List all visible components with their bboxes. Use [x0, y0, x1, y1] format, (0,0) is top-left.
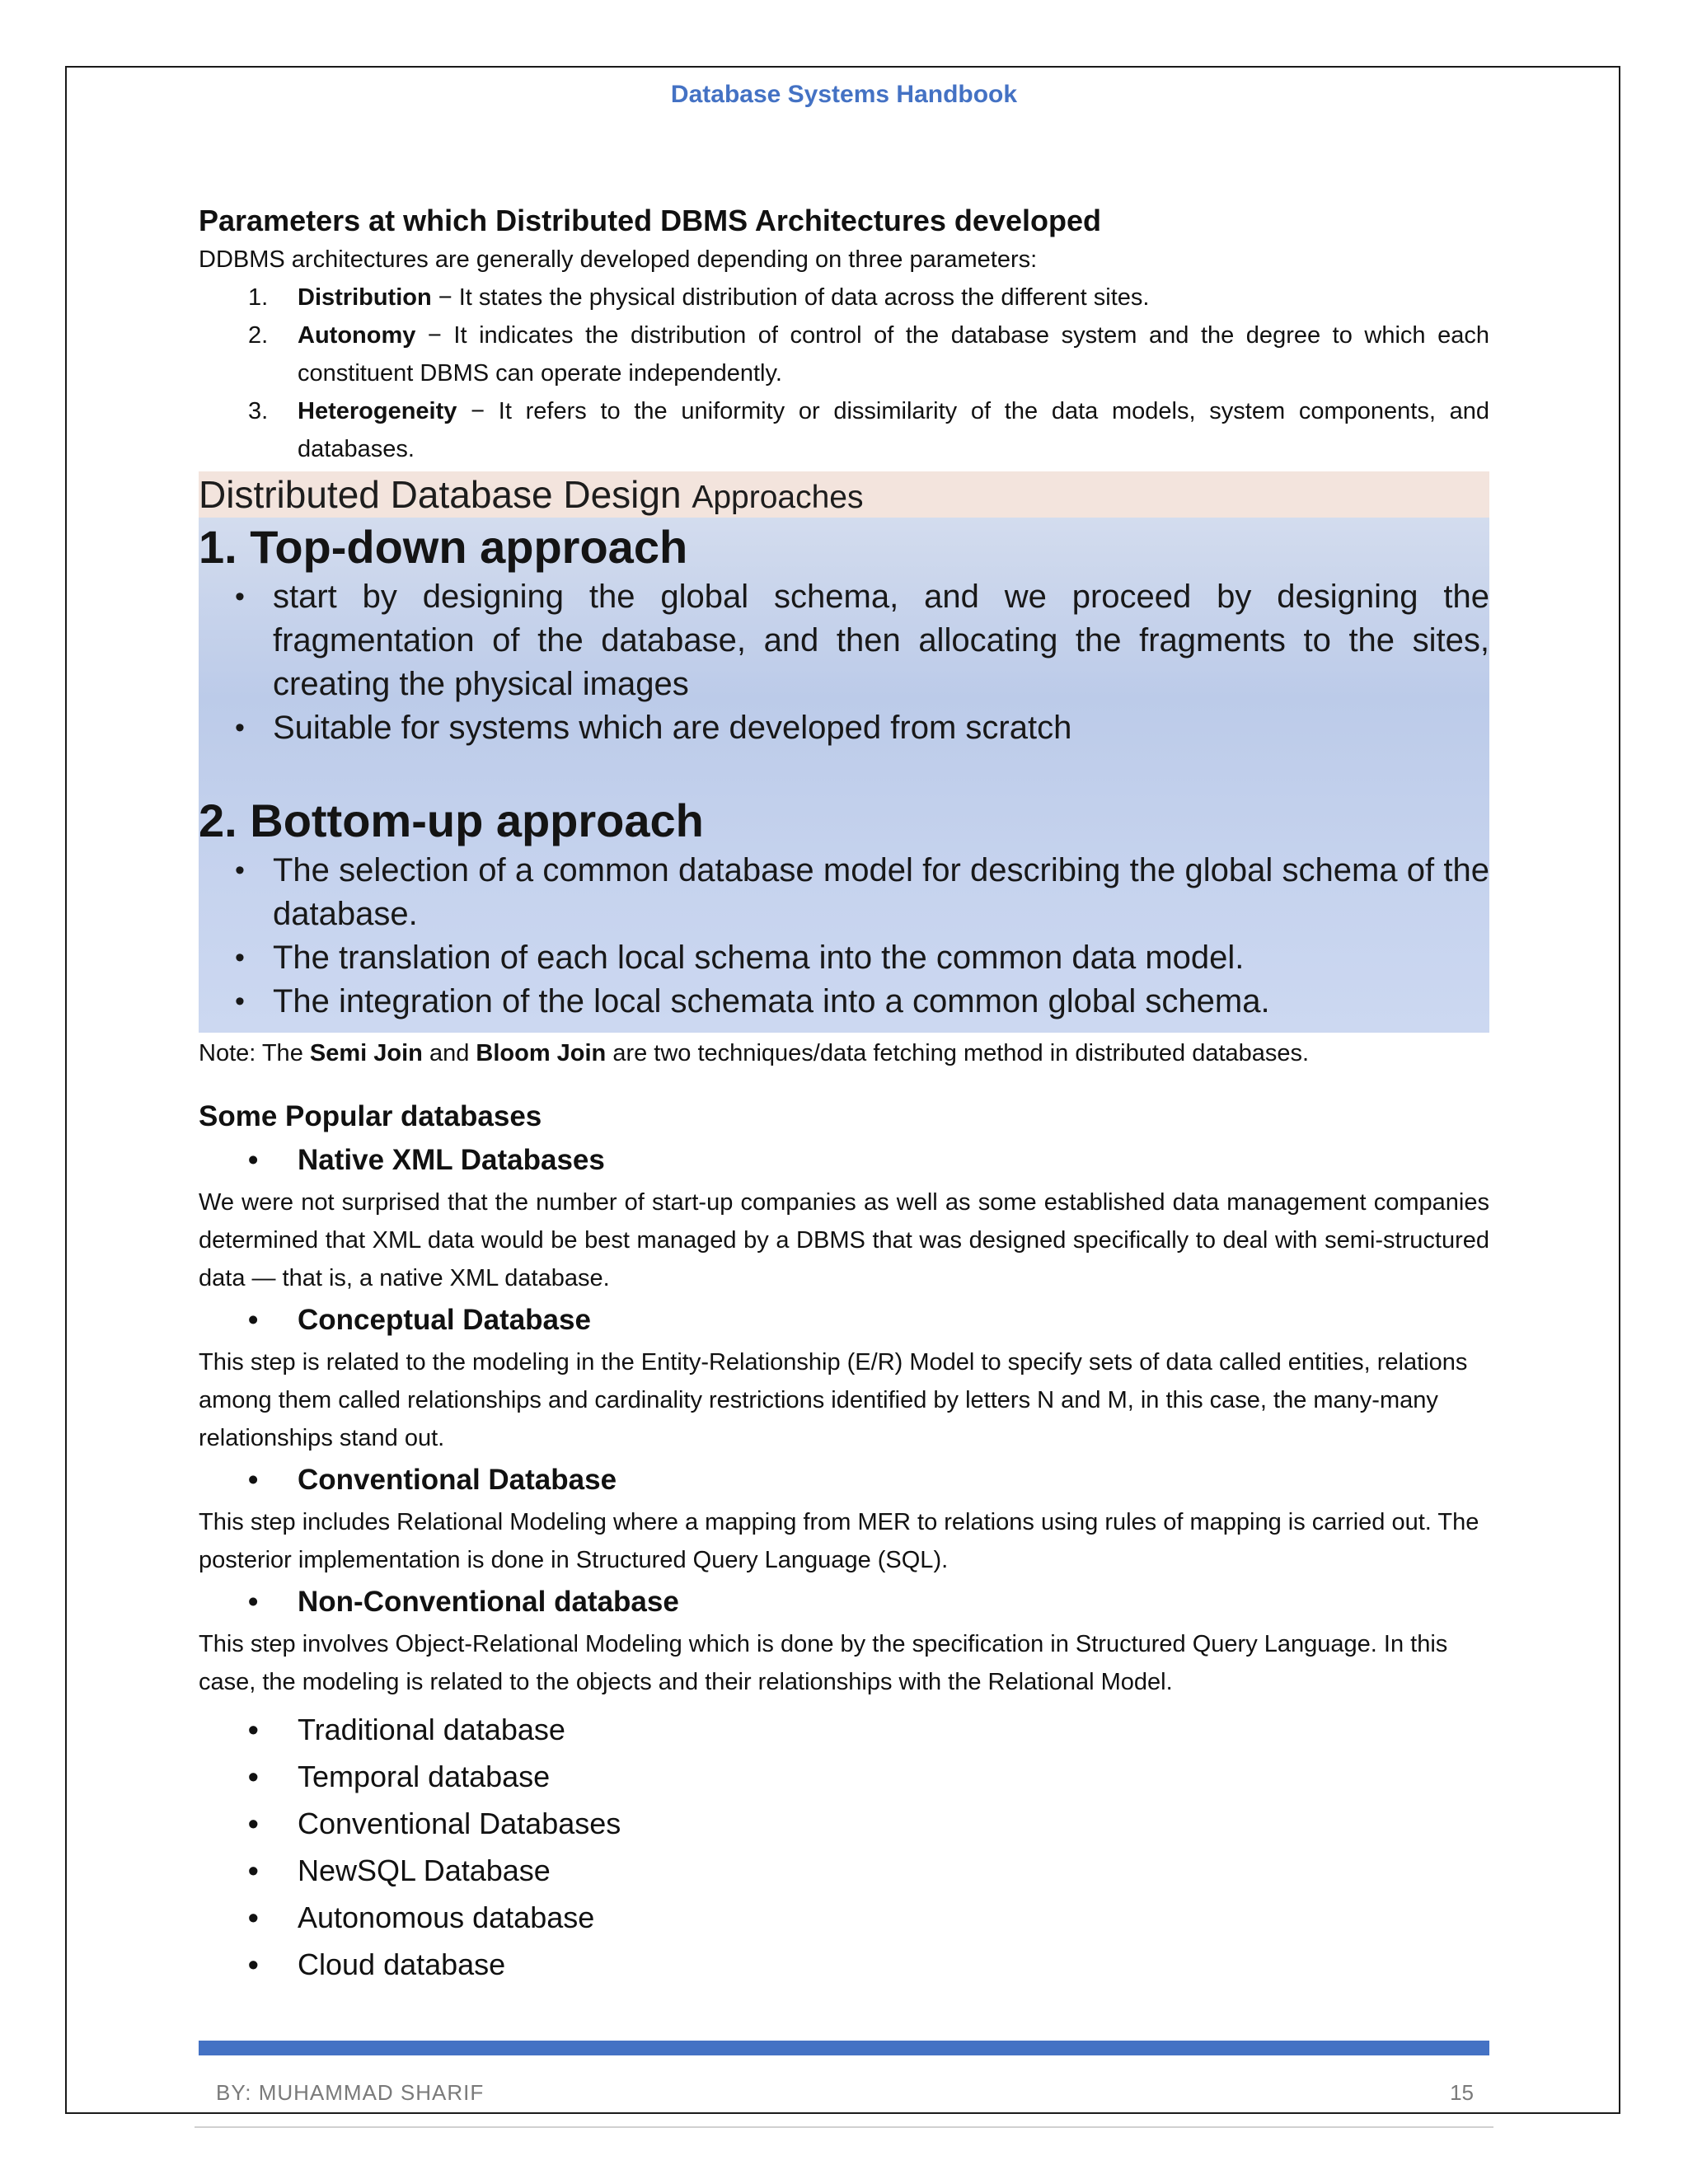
top-down-bullet [199, 706, 1489, 750]
section-heading-text: Conceptual Database [298, 1304, 591, 1336]
database-type-item [199, 1753, 1489, 1800]
bullet-icon: • [235, 712, 245, 743]
params-item-number: 3. [248, 398, 269, 424]
popular-section-text: This step is related to the modeling in the Entity-Relationship (E/R) Model to specify sets of data called entities, relations among them called relationships and cardinality restrictions identified by letters N and M, in this case, the many-many relationships stand out. [199, 1349, 1468, 1451]
database-type-text: Temporal database [298, 1760, 551, 1793]
bullet-icon: • [248, 1304, 259, 1336]
params-item-number: 2. [248, 322, 269, 349]
params-item-term: Distribution [298, 284, 432, 311]
bullet-icon: • [248, 1586, 259, 1618]
section-heading-text: Non-Conventional database [298, 1586, 679, 1618]
design-approaches-body [199, 518, 1489, 1033]
note-term-semi-join: Semi Join [309, 1040, 423, 1066]
bullet-icon: • [248, 1854, 259, 1887]
params-item-number: 1. [248, 284, 269, 311]
section-heading-text: Conventional Database [298, 1464, 617, 1496]
bullet-icon: • [248, 1144, 259, 1176]
database-type-item [199, 1847, 1489, 1894]
bullet-text: The selection of a common database model for describing the global schema of the database. [273, 852, 1489, 932]
database-type-text: Cloud database [298, 1947, 506, 1981]
bullet-icon: • [248, 1947, 259, 1981]
bullet-icon: • [248, 1900, 259, 1934]
database-type-item [199, 1706, 1489, 1753]
page-number: 15 [1450, 2080, 1474, 2105]
params-item-text: − It states the physical distribution of data across the different sites. [431, 284, 1150, 311]
database-type-text: NewSQL Database [298, 1854, 551, 1887]
top-down-bullet [199, 575, 1489, 706]
database-type-text: Traditional database [298, 1713, 565, 1746]
bottom-up-heading: 2. Bottom-up approach [199, 794, 704, 846]
bottom-up-bullet [199, 980, 1489, 1024]
params-intro: DDBMS architectures are generally developed depending on three parameters: [199, 246, 1038, 273]
database-type-item [199, 1894, 1489, 1941]
design-approaches-figure [199, 471, 1489, 1033]
params-item-text: − It refers to the uniformity or dissimilarity of the data models, system components, and databases. [298, 398, 1489, 462]
params-item-term: Autonomy [298, 322, 416, 349]
bullet-icon: • [248, 1464, 259, 1496]
bullet-icon: • [248, 1760, 259, 1793]
bullet-icon: • [235, 855, 245, 886]
bullet-text: The translation of each local schema into the common data model. [273, 940, 1245, 976]
footer-author: BY: MUHAMMAD SHARIF [216, 2080, 485, 2105]
popular-section-text: We were not surprised that the number of start-up companies as well as some established data management companies determined that XML data would be best managed by a DBMS that was designed specifically to deal with semi-structured data — that is, a native XML database. [199, 1189, 1489, 1291]
params-section-title: Parameters at which Distributed DBMS Architectures developed [199, 204, 1101, 237]
bottom-up-bullet [199, 936, 1489, 980]
bullet-text: The integration of the local schemata into a common global schema. [273, 983, 1270, 1019]
params-item [199, 316, 1489, 392]
params-list [199, 279, 1489, 468]
popular-section-text: This step includes Relational Modeling where a mapping from MER to relations using rules of mapping is carried out. The posterior implementation is done in Structured Query Language (SQL). [199, 1509, 1479, 1573]
bullet-icon: • [235, 942, 245, 973]
database-type-text: Autonomous database [298, 1900, 595, 1934]
top-down-heading: 1. Top-down approach [199, 521, 688, 573]
database-type-item [199, 1800, 1489, 1847]
popular-section-heading [199, 1137, 1489, 1183]
design-title-main: Distributed Database Design [199, 473, 692, 516]
popular-section-heading [199, 1457, 1489, 1503]
bullet-text: start by designing the global schema, and we proceed by designing the fragmentation of the database, and then allocating the fragments to the sites, creating the physical images [273, 579, 1489, 702]
note-prefix: Note: The [199, 1040, 310, 1066]
popular-section-heading [199, 1297, 1489, 1343]
bottom-up-list [199, 849, 1489, 1024]
popular-section-text: This step involves Object-Relational Modeling which is done by the specification in Structured Query Language. In this case, the modeling is related to the objects and their relationships with the Relational Model. [199, 1631, 1448, 1695]
bullet-icon: • [235, 581, 245, 612]
params-item [199, 392, 1489, 468]
params-item [199, 279, 1489, 316]
bullet-text: Suitable for systems which are developed from scratch [273, 710, 1072, 746]
note-term-bloom-join: Bloom Join [476, 1040, 607, 1066]
bottom-up-bullet [199, 849, 1489, 936]
page-content [199, 201, 1489, 1988]
params-item-text: − It indicates the distribution of control of the database system and the degree to which each constituent DBMS can operate independently. [298, 322, 1489, 387]
database-types-list [199, 1706, 1489, 1988]
page-header-title: Database Systems Handbook [670, 81, 1018, 108]
popular-section-heading [199, 1579, 1489, 1625]
params-item-term: Heterogeneity [298, 398, 457, 424]
bullet-icon: • [248, 1807, 259, 1840]
note-suffix: are two techniques/data fetching method in distributed databases. [606, 1040, 1310, 1066]
footer-accent-bar [199, 2041, 1489, 2055]
footer-divider [195, 2126, 1493, 2128]
top-down-list [199, 575, 1489, 750]
join-note [199, 1034, 1489, 1072]
note-mid: and [422, 1040, 476, 1066]
section-heading-text: Native XML Databases [298, 1144, 605, 1176]
design-approaches-title [199, 471, 1489, 518]
database-type-text: Conventional Databases [298, 1807, 621, 1840]
popular-databases-title: Some Popular databases [199, 1100, 542, 1132]
design-title-small: Approaches [692, 480, 864, 515]
database-type-item [199, 1941, 1489, 1988]
bullet-icon: • [235, 986, 245, 1017]
bullet-icon: • [248, 1713, 259, 1746]
